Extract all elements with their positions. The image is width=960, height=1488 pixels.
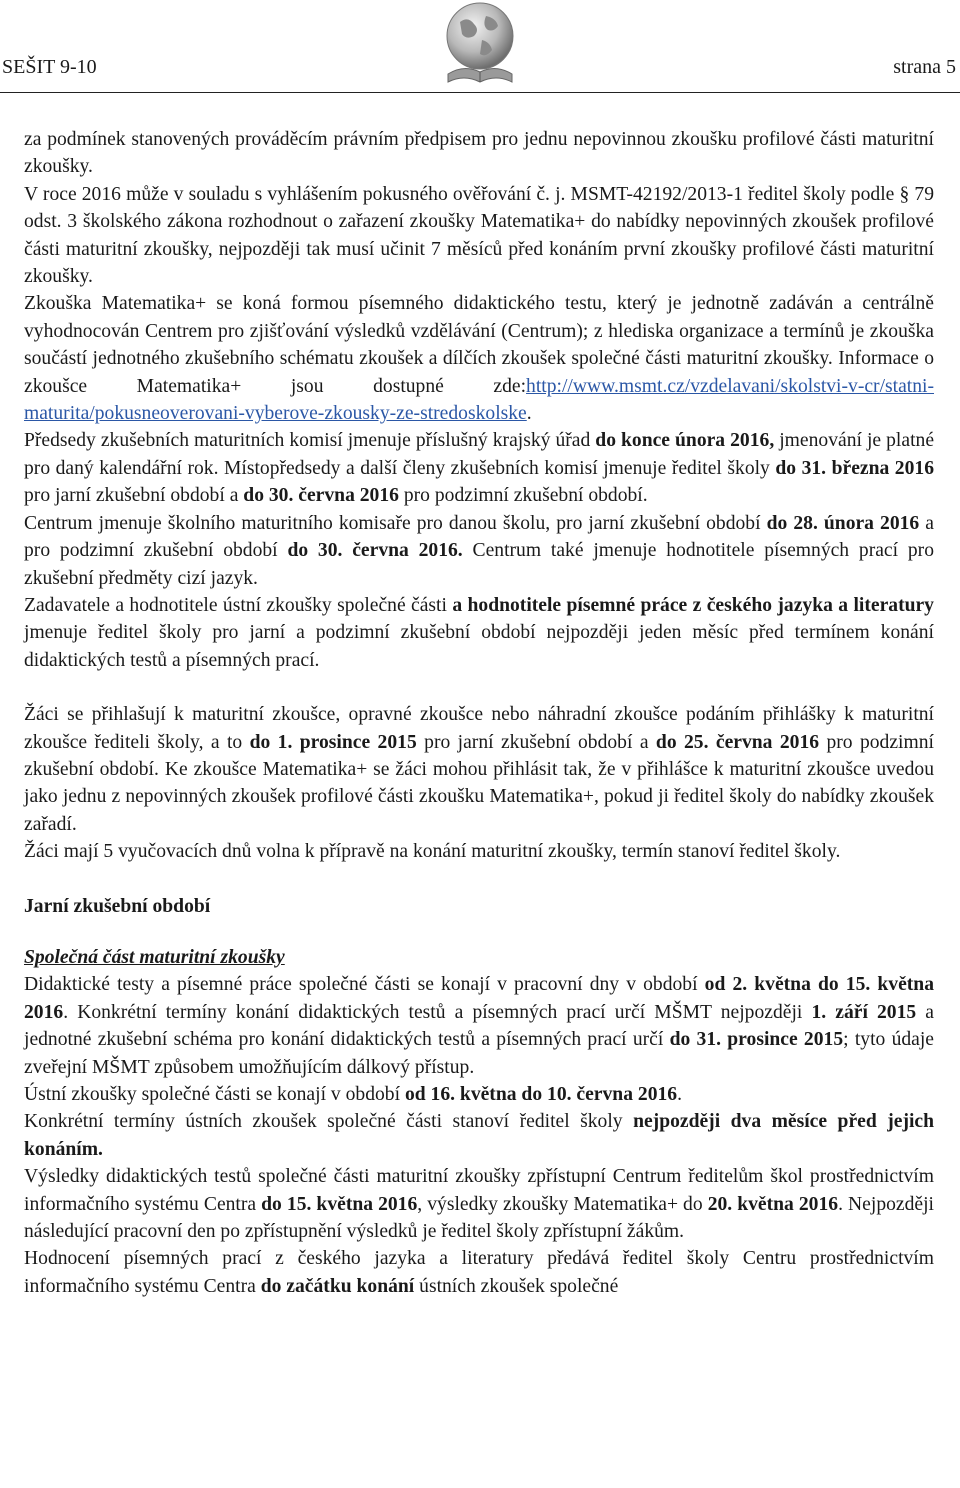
section-heading: Jarní zkušební období bbox=[24, 895, 211, 917]
paragraph: Výsledky didaktických testů společné části maturitní zkoušky zpřístupní Centrum ředitelům škol prostřednictvím informačního systému Centra do 15. května 2016, výsledky zkoušky Matematika+ do 20. května 2016. Nejpozději následující pracovní den po zpřístupnění výsledků je ředitel školy zpřístupní žákům. bbox=[24, 1166, 934, 1243]
page-header bbox=[0, 0, 960, 110]
header-divider bbox=[0, 92, 960, 93]
paragraph: Zkouška Matematika+ se koná formou písemného didaktického testu, který je jednotně zadáván a centrálně vyhodnocován Centrem pro zjišťování výsledků vzdělávání (Centrum); z hlediska organizace a termínů je zkouška součástí jednotného zkušebního schématu zkoušek a dílčích zkoušek společné části maturitní zkoušky. Informace o zkoušce Matematika+ jsou dostupné zde:http://www.msmt.cz/vzdelavani/skolstvi-v-cr/statni-maturita/pokusneoverovani-vyberove-zkousky-ze-stredoskolske. bbox=[24, 293, 934, 425]
paragraph: Didaktické testy a písemné práce společné části se konají v pracovní dny v období od 2. května do 15. května 2016. Konkrétní termíny konání didaktických testů a písemných prací určí MŠMT nejpozději 1. září 2015 a jednotné zkušební schéma pro konání didaktických testů a písemných prací určí do 31. prosince 2015; tyto údaje zveřejní MŠMT způsobem umožňujícím dálkový přístup. bbox=[24, 974, 934, 1078]
paragraph: za podmínek stanovených prováděcím právním předpisem pro jednu nepovinnou zkoušku profilové části maturitní zkoušky. bbox=[24, 129, 934, 178]
spacer bbox=[24, 920, 934, 944]
paragraph: Předsedy zkušebních maturitních komisí jmenuje příslušný krajský úřad do konce února 2016, jmenování je platné pro daný kalendářní rok. Místopředsedy a další členy zkušebních komisí jmenuje ředitel školy do 31. března 2016 pro jarní zkušební období a do 30. června 2016 pro podzimní zkušební období. bbox=[24, 430, 935, 507]
page-number: strana 5 bbox=[893, 56, 956, 78]
spacer bbox=[24, 674, 934, 701]
paragraph: Ústní zkoušky společné části se konají v období od 16. května do 10. června 2016. bbox=[24, 1084, 682, 1105]
paragraph: Hodnocení písemných prací z českého jazyka a literatury předává ředitel školy Centru prostřednictvím informačního systému Centra do začátku konání ústních zkoušek společné bbox=[24, 1248, 934, 1297]
msmt-link[interactable]: http://www.msmt.cz/vzdelavani/skolstvi-v-cr/statni-maturita/pokusneoverovani-vyberove-zkousky-ze-stredoskolske bbox=[24, 375, 934, 425]
globe-book-logo-icon bbox=[430, 0, 530, 100]
paragraph: V roce 2016 může v souladu s vyhlášením pokusného ověřování č. j. MSMT-42192/2013-1 ředitel školy podle § 79 odst. 3 školského zákona rozhodnout o zařazení zkoušky Matematika+ do nabídky nepovinných zkoušek profilové části maturitní zkoušky, nejpozději tak musí učinit 7 měsíců před konáním první zkoušky profilové části maturitní zkoušky. bbox=[24, 183, 934, 288]
paragraph: Centrum jmenuje školního maturitního komisaře pro danou školu, pro jarní zkušební období do 28. února 2016 a pro podzimní zkušební období do 30. června 2016. Centrum také jmenuje hodnotitele písemných prací pro zkušební předměty cizí jazyk. bbox=[24, 512, 934, 589]
paragraph: Zadavatele a hodnotitele ústní zkoušky společné části a hodnotitele písemné práce z českého jazyka a literatury jmenuje ředitel školy pro jarní a podzimní zkušební období nejpozději jeden měsíc před termínem konání didaktických testů a písemných prací. bbox=[24, 594, 934, 671]
spacer bbox=[24, 866, 934, 893]
subsection-heading: Společná část maturitní zkoušky bbox=[24, 946, 285, 968]
document-body bbox=[24, 126, 934, 1300]
paragraph: Žáci se přihlašují k maturitní zkoušce, opravné zkoušce nebo náhradní zkoušce podáním přihlášky k maturitní zkoušce řediteli školy, a to do 1. prosince 2015 pro jarní zkušební období a do 25. června 2016 pro podzimní zkušební období. Ke zkoušce Matematika+ se žáci mohou přihlásit tak, že v přihlášce k maturitní zkoušce uvedou jako jednu z nepovinných zkoušek profilové části zkoušku Matematika+, pokud ji ředitel školy do nabídky zkoušek zařadí. bbox=[24, 704, 934, 835]
paragraph: Žáci mají 5 vyučovacích dnů volna k přípravě na konání maturitní zkoušky, termín stanoví ředitel školy. bbox=[24, 841, 841, 863]
booklet-label: SEŠIT 9-10 bbox=[2, 56, 97, 78]
paragraph: Konkrétní termíny ústních zkoušek společné části stanoví ředitel školy nejpozději dva měsíce před jejich konáním. bbox=[24, 1111, 935, 1160]
